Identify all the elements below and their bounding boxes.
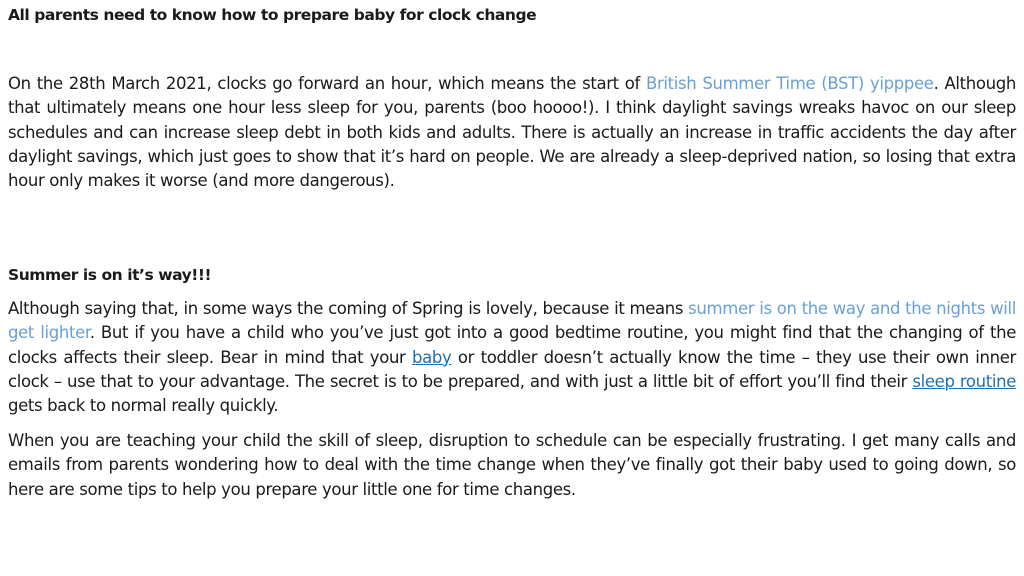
summer-text-mid2: or toddler doesn’t actually know the time – they use their own inner clock – use that to your advantage. The secret is to be prepared, and with just a little bit of effort you’ll find their [8,347,1016,391]
summer-paragraph [8,297,1016,418]
intro-text-after: . Although that ultimately means one hour less sleep for you, parents (boo hoooo!). I think daylight savings wreaks havoc on our sleep schedules and can increase sleep debt in both kids and adults. There is actually an increase in traffic accidents the day after daylight savings, which just goes to show that it’s hard on people. We are already a sleep-deprived nation, so losing that extra hour only makes it worse (and more dangerous). [8,74,1016,191]
intro-paragraph [8,72,1016,193]
teaching-paragraph: When you are teaching your child the skill of sleep, disruption to schedule can be especially frustrating. I get many calls and emails from parents wondering how to deal with the time change when they’ve finally got their baby used to going down, so here are some tips to help you prepare your little one for time changes. [8,431,1016,499]
sleep-routine-link[interactable]: sleep routine [912,371,1016,391]
summer-link[interactable]: summer is on the way and the nights will get lighter [8,299,1016,343]
summer-text-before: Although saying that, in some ways the coming of Spring is lovely, because it means [8,299,689,318]
summer-text-mid1: . But if you have a child who you’ve just got into a good bedtime routine, you might find that the changing of the clocks affects their sleep. Bear in mind that your [8,323,1017,367]
section-heading: Summer is on it’s way!!! [8,266,212,284]
intro-text-before: On the 28th March 2021, clocks go forward an hour, which means the start of [8,74,646,93]
bst-link[interactable]: British Summer Time (BST) yipppee [646,74,934,93]
baby-link[interactable]: baby [412,347,452,367]
page-title: All parents need to know how to prepare baby for clock change [8,6,537,24]
summer-text-after: gets back to normal really quickly. [8,396,279,416]
